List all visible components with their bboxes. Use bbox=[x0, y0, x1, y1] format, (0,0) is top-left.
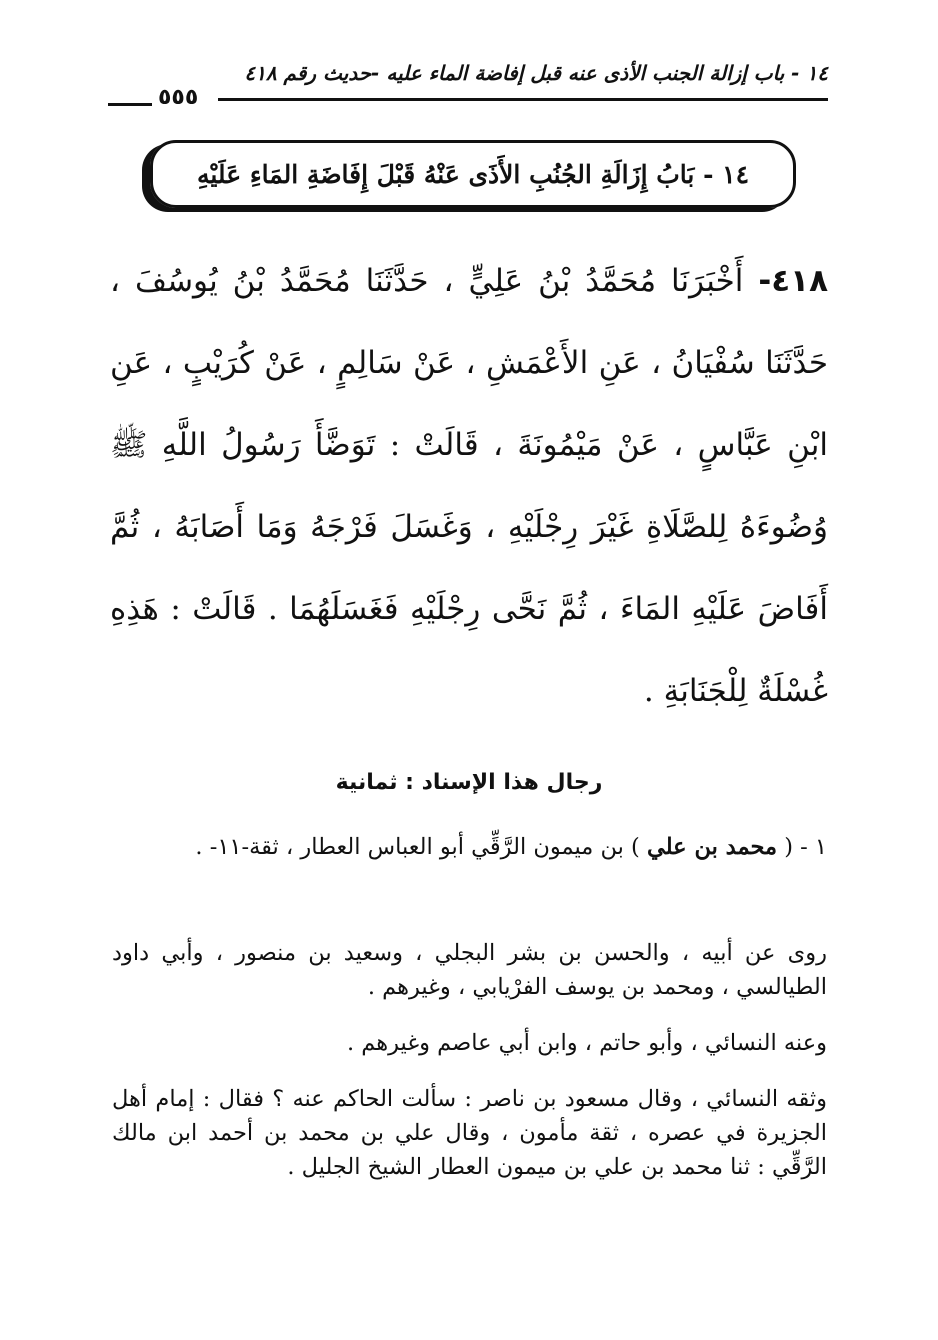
running-title: ١٤ - باب إزالة الجنب الأذى عنه قبل إفاضة الماء عليه -حديث رقم ٤١٨ bbox=[244, 61, 828, 85]
running-header bbox=[108, 55, 828, 110]
narrator-name: محمد بن علي bbox=[646, 834, 778, 860]
chapter-title-box bbox=[150, 140, 796, 208]
hadith-number: ٤١٨- bbox=[758, 263, 828, 299]
hadith-text: أَخْبَرَنَا مُحَمَّدُ بْنُ عَلِيٍّ ، حَدَّثَنَا مُحَمَّدُ بْنُ يُوسُفَ ، حَدَّثَنَا سُفْيَانُ ، عَنِ الأَعْمَشِ ، عَنْ سَالِمٍ ، عَنْ كُرَيْبٍ ، عَنِ ابْنِ عَبَّاسٍ ، عَنْ مَيْمُونَةَ ، قَالَتْ : تَوَضَّأَ رَسُولُ اللَّهِ ﷺ وُضُوءَهُ لِلصَّلَاةِ غَيْرَ رِجْلَيْهِ ، وَغَسَلَ فَرْجَهُ وَمَا أَصَابَهُ ، ثُمَّ أَفَاضَ عَلَيْهِ المَاءَ ، ثُمَّ نَحَّى رِجْلَيْهِ فَغَسَلَهُمَا . قَالَتْ : هَذِهِ غُسْلَةٌ لِلْجَنَابَةِ . bbox=[110, 263, 828, 709]
narrator-paragraph-students: وعنه النسائي ، وأبو حاتم ، وابن أبي عاصم وغيرهم . bbox=[347, 1030, 827, 1056]
narrator-paragraph-teachers: روى عن أبيه ، والحسن بن بشر البجلي ، وسعيد بن منصور ، وأبي داود الطيالسي ، ومحمد بن يوسف الفرْيابي ، وغيرهم . bbox=[112, 940, 827, 1000]
narrator-suffix: ) بن ميمون الرَّقِّي أبو العباس العطار ، ثقة-١١- . bbox=[195, 834, 640, 860]
narrator-prefix: ١ - ( bbox=[784, 834, 827, 860]
page-number-rule bbox=[108, 103, 152, 106]
hadith-text-block bbox=[110, 240, 828, 732]
header-rule bbox=[218, 98, 828, 101]
narrators-heading: رجال هذا الإسناد : ثمانية bbox=[335, 770, 603, 795]
narrator-paragraph-grading: وثقه النسائي ، وقال مسعود بن ناصر : سألت الحاكم عنه ؟ فقال : إمام أهل الجزيرة في عصره ، ثقة مأمون ، وقال علي بن محمد بن أحمد ابن مالك الرَّقِّي : ثنا محمد بن علي بن ميمون العطار الشيخ الجليل . bbox=[112, 1086, 827, 1180]
chapter-title: ١٤ - بَابُ إِزَالَةِ الجُنُبِ الأَذَى عَنْهُ قَبْلَ إِفَاضَةِ المَاءِ عَلَيْهِ bbox=[196, 159, 750, 189]
page-number: ٥٥٥ bbox=[158, 85, 199, 110]
narrator-entry-1 bbox=[112, 830, 827, 864]
